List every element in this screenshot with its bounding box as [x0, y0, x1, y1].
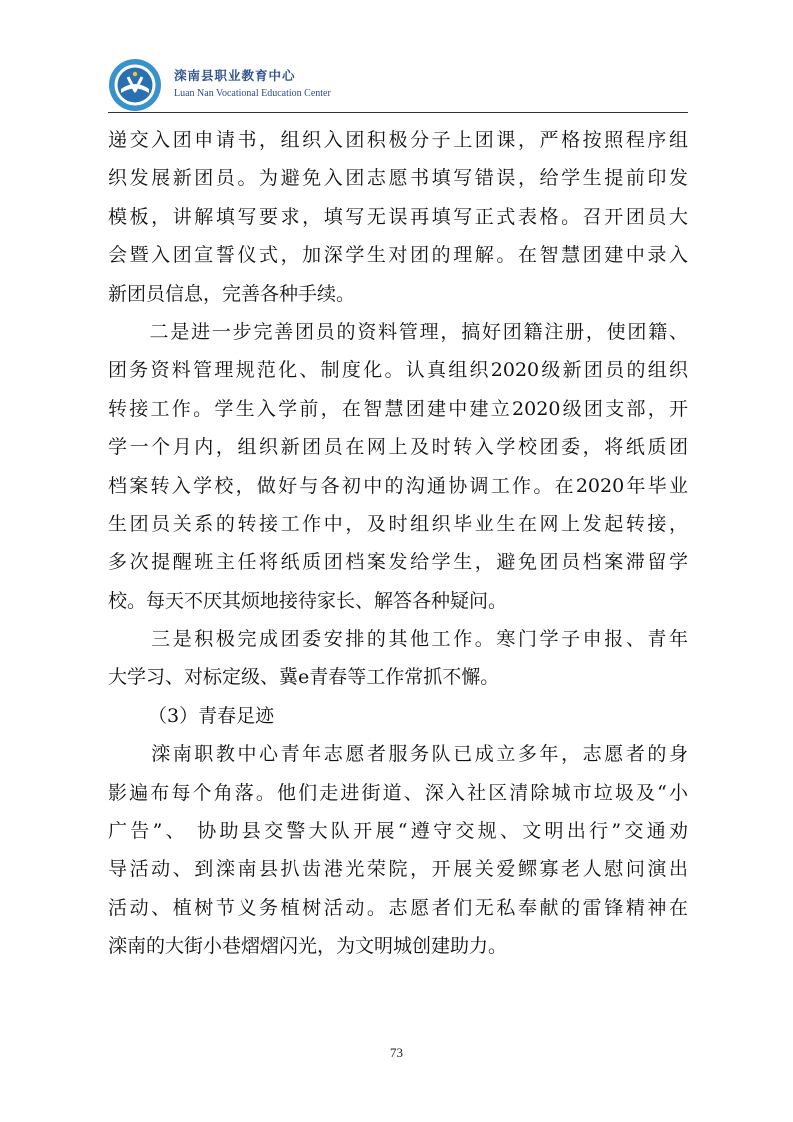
text-line: 大学习、对标定级、冀e青春等工作常抓不懈。 — [108, 666, 500, 689]
text-line: 织发展新团员。为避免入团志愿书填写错误，给学生提前印发 — [108, 167, 688, 190]
text-line: 新团员信息，完善各种手续。 — [108, 282, 356, 305]
header-divider — [108, 112, 688, 113]
page-number: 73 — [390, 1045, 403, 1060]
section-heading: （3）青春足迹 — [148, 704, 275, 727]
org-name-cn: 滦南县职业教育中心 — [174, 68, 296, 83]
text-line: 多次提醒班主任将纸质团档案发给学生，避免团员档案滞留学 — [108, 551, 688, 574]
text-line: 团务资料管理规范化、制度化。认真组织2020级新团员的组织 — [108, 359, 688, 382]
text-line: 档案转入学校，做好与各初中的沟通协调工作。在2020年毕业 — [108, 474, 688, 497]
text-line: 递交入团申请书，组织入团积极分子上团课，严格按照程序组 — [108, 129, 688, 151]
text-line: 影遍布每个角落。他们走进街道、深入社区清除城市垃圾及“小 — [108, 781, 688, 804]
text-line: 滦南的大街小巷熠熠闪光，为文明城创建助力。 — [108, 935, 508, 958]
school-emblem-icon — [108, 58, 162, 112]
text-line: 校。每天不厌其烦地接待家长、解答各种疑问。 — [108, 589, 508, 612]
text-line: 转接工作。学生入学前，在智慧团建中建立2020级团支部，开 — [108, 397, 688, 420]
page-header — [108, 58, 688, 112]
text-line: 三是积极完成团委安排的其他工作。寒门学子申报、青年 — [108, 628, 688, 651]
text-line: 会暨入团宣誓仪式，加深学生对团的理解。在智慧团建中录入 — [108, 244, 688, 267]
text-line: 广告”、 协助县交警大队开展“遵守交规、文明出行”交通劝 — [108, 820, 688, 843]
text-line: 二是进一步完善团员的资料管理，搞好团籍注册，使团籍、 — [108, 320, 688, 343]
text-line: 活动、植树节义务植树活动。志愿者们无私奉献的雷锋精神在 — [108, 896, 688, 919]
text-line: 模板，讲解填写要求，填写无误再填写正式表格。召开团员大 — [108, 205, 688, 228]
document-body — [108, 121, 688, 966]
org-name-en: Luan Nan Vocational Education Center — [174, 88, 331, 99]
text-line: 生团员关系的转接工作中，及时组织毕业生在网上发起转接， — [108, 512, 688, 535]
text-line: 学一个月内，组织新团员在网上及时转入学校团委，将纸质团 — [108, 436, 688, 459]
text-line: 导活动、到滦南县扒齿港光荣院，开展关爱鳏寡老人慰问演出 — [108, 858, 688, 881]
text-line: 滦南职教中心青年志愿者服务队已成立多年，志愿者的身 — [108, 743, 688, 766]
